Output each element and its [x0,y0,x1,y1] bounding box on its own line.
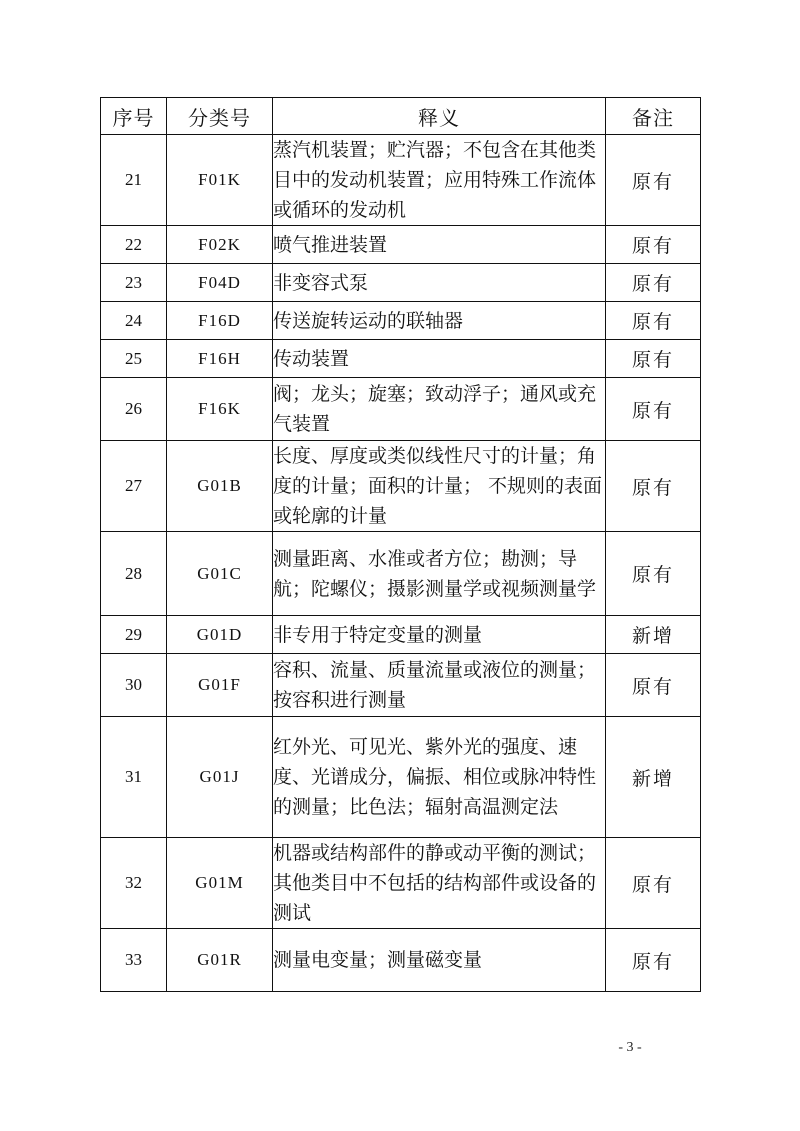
remarks-cell: 原有 [606,532,701,616]
definition-cell: 传送旋转运动的联轴器 [273,302,606,340]
serial-number-cell: 27 [101,441,167,532]
table-row [101,717,701,838]
remarks-cell: 原有 [606,340,701,378]
class-code-cell: G01C [167,532,273,616]
serial-number-cell: 22 [101,226,167,264]
header-definition: 释义 [273,98,606,135]
serial-number-cell: 23 [101,264,167,302]
remarks-cell: 原有 [606,264,701,302]
definition-cell: 非变容式泵 [273,264,606,302]
definition-cell: 阀；龙头；旋塞；致动浮子；通风或充气装置 [273,378,606,441]
remarks-cell: 原有 [606,378,701,441]
table-row [101,616,701,654]
serial-number-cell: 28 [101,532,167,616]
table-row [101,929,701,992]
table-row [101,378,701,441]
serial-number-cell: 30 [101,654,167,717]
remarks-cell: 新增 [606,717,701,838]
remarks-cell: 原有 [606,226,701,264]
serial-number-cell: 26 [101,378,167,441]
serial-number-cell: 32 [101,838,167,929]
serial-number-cell: 21 [101,135,167,226]
remarks-cell: 原有 [606,838,701,929]
serial-number-cell: 33 [101,929,167,992]
header-class-code: 分类号 [167,98,273,135]
table-row [101,340,701,378]
table-row [101,264,701,302]
class-code-cell: G01M [167,838,273,929]
remarks-cell: 原有 [606,654,701,717]
class-code-cell: G01D [167,616,273,654]
definition-cell: 传动装置 [273,340,606,378]
class-code-cell: G01B [167,441,273,532]
definition-cell: 长度、厚度或类似线性尺寸的计量；角度的计量；面积的计量； 不规则的表面或轮廓的计量 [273,441,606,532]
classification-table [100,97,701,992]
definition-cell: 机器或结构部件的静或动平衡的测试；其他类目中不包括的结构部件或设备的测试 [273,838,606,929]
class-code-cell: G01F [167,654,273,717]
class-code-cell: F16D [167,302,273,340]
remarks-cell: 原有 [606,441,701,532]
serial-number-cell: 24 [101,302,167,340]
class-code-cell: G01R [167,929,273,992]
definition-cell: 非专用于特定变量的测量 [273,616,606,654]
class-code-cell: F01K [167,135,273,226]
definition-cell: 容积、流量、质量流量或液位的测量；按容积进行测量 [273,654,606,717]
table-header-row [101,98,701,135]
serial-number-cell: 25 [101,340,167,378]
remarks-cell: 原有 [606,302,701,340]
table-row [101,302,701,340]
table-row [101,441,701,532]
definition-cell: 红外光、可见光、紫外光的强度、速度、光谱成分，偏振、相位或脉冲特性的测量；比色法；辐射高温测定法 [273,717,606,838]
class-code-cell: F16H [167,340,273,378]
remarks-cell: 原有 [606,929,701,992]
header-serial-number: 序号 [101,98,167,135]
page-number: - 3 - [618,1040,642,1055]
class-code-cell: F16K [167,378,273,441]
definition-cell: 测量电变量；测量磁变量 [273,929,606,992]
remarks-cell: 新增 [606,616,701,654]
table-row [101,135,701,226]
definition-cell: 测量距离、水准或者方位；勘测；导航；陀螺仪；摄影测量学或视频测量学 [273,532,606,616]
table-row [101,226,701,264]
serial-number-cell: 29 [101,616,167,654]
definition-cell: 喷气推进装置 [273,226,606,264]
class-code-cell: F02K [167,226,273,264]
definition-cell: 蒸汽机装置；贮汽器；不包含在其他类目中的发动机装置；应用特殊工作流体或循环的发动机 [273,135,606,226]
table-row [101,838,701,929]
table-row [101,532,701,616]
class-code-cell: G01J [167,717,273,838]
header-remarks: 备注 [606,98,701,135]
remarks-cell: 原有 [606,135,701,226]
class-code-cell: F04D [167,264,273,302]
table-row [101,654,701,717]
serial-number-cell: 31 [101,717,167,838]
